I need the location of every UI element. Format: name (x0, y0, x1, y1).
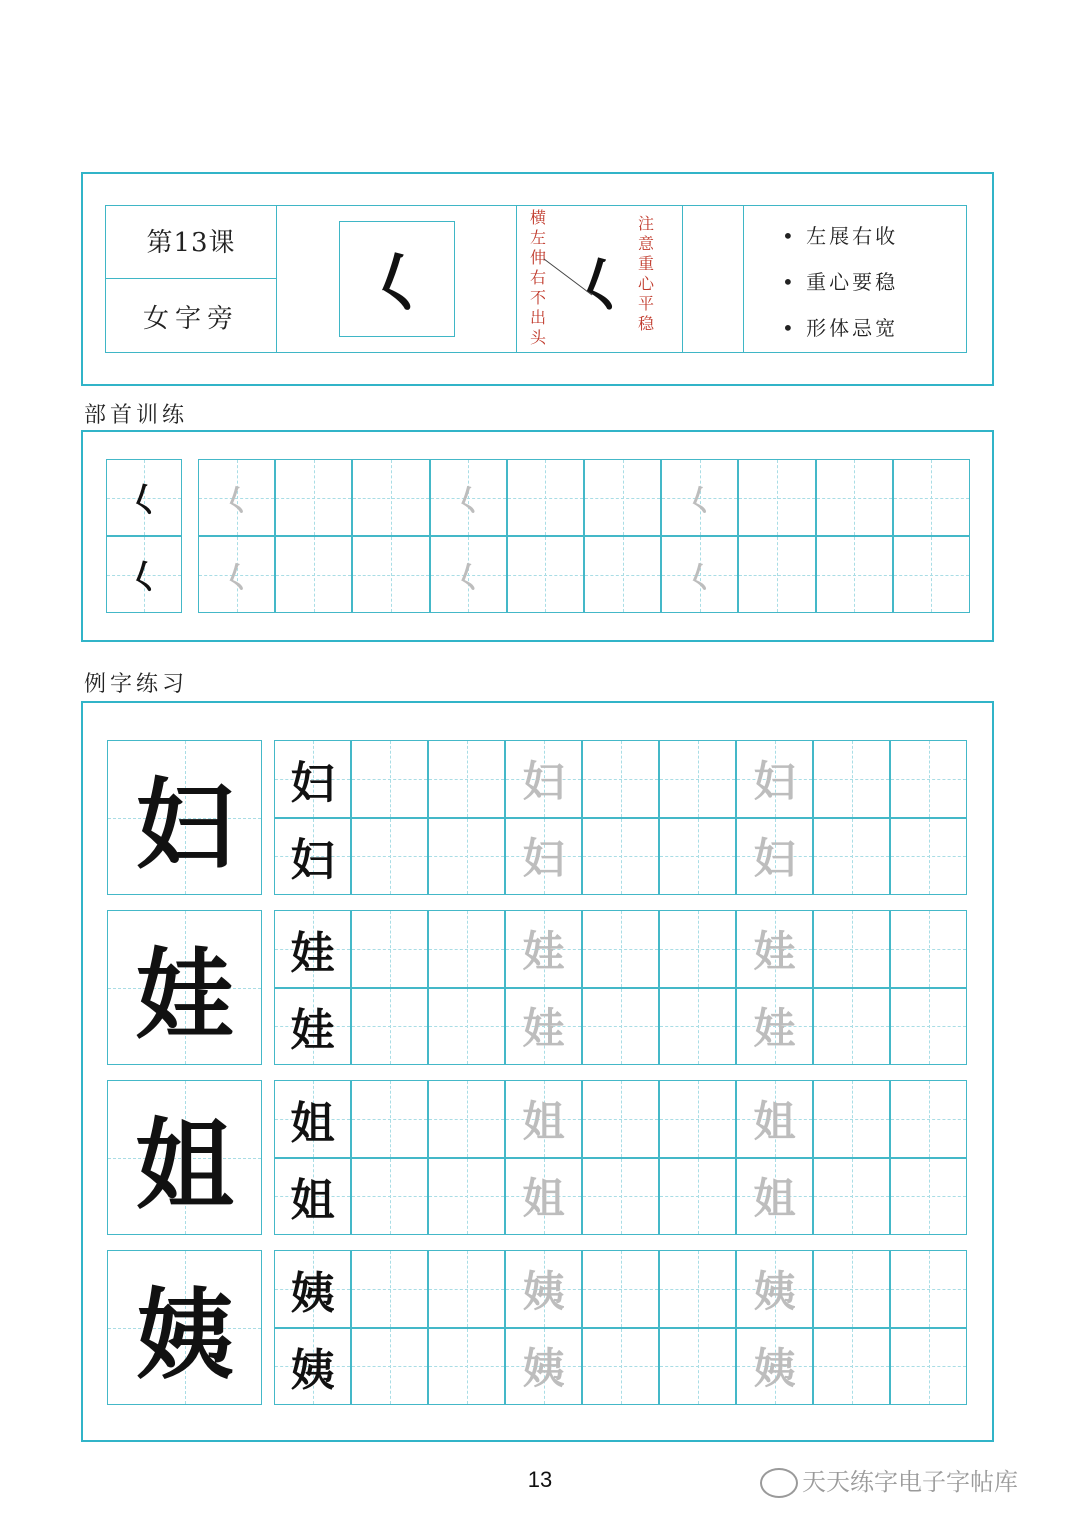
practice-glyph: 姐 (290, 1175, 335, 1227)
radical-practice-cell (352, 536, 429, 613)
example-practice-cell (505, 1250, 582, 1328)
practice-glyph: 姨 (753, 1344, 796, 1394)
example-practice-cell (505, 988, 582, 1066)
practice-glyph: 姨 (522, 1266, 565, 1316)
example-practice-cell (582, 1080, 659, 1158)
radical-sample-cell (106, 459, 182, 536)
practice-glyph: 妇 (522, 834, 565, 884)
example-practice-cell (428, 1158, 505, 1236)
practice-glyph: 𡿨 (221, 560, 252, 596)
wechat-icon (760, 1468, 798, 1498)
example-practice-cell (890, 1158, 967, 1236)
practice-glyph: 妇 (522, 756, 565, 806)
example-practice-cell (736, 740, 813, 818)
practice-glyph: 娃 (522, 926, 565, 976)
example-practice-cell (351, 988, 428, 1066)
example-large-cell (107, 910, 262, 1065)
example-practice-cell (582, 740, 659, 818)
example-practice-cell (428, 740, 505, 818)
practice-glyph: 姨 (290, 1267, 335, 1319)
example-practice-cell (351, 818, 428, 896)
practice-glyph: 𡿨 (684, 483, 715, 519)
example-practice-cell (813, 988, 890, 1066)
practice-glyph: 妇 (135, 769, 234, 883)
radical-practice-cell (893, 536, 970, 613)
example-practice-cell (505, 740, 582, 818)
practice-glyph: 𡿨 (453, 560, 484, 596)
example-practice-cell (274, 1080, 351, 1158)
example-practice-cell (890, 910, 967, 988)
example-large-cell (107, 1250, 262, 1405)
example-large-cell (107, 1080, 262, 1235)
annotation-pointer (540, 255, 600, 305)
practice-glyph: 娃 (753, 1004, 796, 1054)
note-left: 横左伸右不出头 (529, 208, 546, 347)
note-right: 注意重心平稳 (637, 214, 654, 333)
radical-sample-glyph: 𡿨 (365, 248, 429, 322)
example-large-cell (107, 740, 262, 895)
example-practice-cell (351, 1328, 428, 1406)
example-practice-cell (428, 1250, 505, 1328)
example-practice-cell (659, 1080, 736, 1158)
practice-glyph: 娃 (290, 1005, 335, 1057)
practice-glyph: 姨 (135, 1279, 234, 1393)
example-practice-cell (274, 1328, 351, 1406)
practice-glyph: 姐 (522, 1174, 565, 1224)
radical-practice-cell (507, 459, 584, 536)
radical-name: 女字旁 (142, 304, 239, 334)
example-practice-cell (736, 1158, 813, 1236)
practice-glyph: 𡿨 (221, 483, 252, 519)
example-practice-cell (736, 910, 813, 988)
example-practice-cell (274, 988, 351, 1066)
example-practice-cell (274, 910, 351, 988)
example-practice-cell (274, 740, 351, 818)
radical-practice-cell (430, 536, 507, 613)
radical-practice-cell (584, 459, 661, 536)
example-practice-cell (736, 988, 813, 1066)
practice-glyph: 姐 (135, 1109, 234, 1223)
example-practice-cell (428, 988, 505, 1066)
example-practice-cell (813, 910, 890, 988)
radical-practice-cell (275, 459, 352, 536)
example-practice-cell (428, 1080, 505, 1158)
practice-glyph: 𡿨 (684, 560, 715, 596)
practice-glyph: 妇 (290, 757, 335, 809)
annotated-radical-glyph: 𡿨 (570, 252, 629, 320)
radical-practice-cell (275, 536, 352, 613)
example-practice-cell (351, 1080, 428, 1158)
example-practice-cell (582, 1158, 659, 1236)
example-practice-cell (890, 740, 967, 818)
example-practice-cell (428, 818, 505, 896)
example-practice-cell (890, 1080, 967, 1158)
example-practice-cell (351, 740, 428, 818)
section-example-practice-title: 例字练习 (84, 672, 189, 697)
radical-practice-cell (661, 536, 738, 613)
example-practice-cell (813, 1328, 890, 1406)
example-practice-cell (813, 1158, 890, 1236)
example-practice-cell (659, 1328, 736, 1406)
radical-practice-cell (507, 536, 584, 613)
lesson-title: 第13课 (146, 228, 236, 258)
example-practice-cell (890, 1328, 967, 1406)
radical-practice-cell (430, 459, 507, 536)
example-practice-cell (428, 1328, 505, 1406)
example-practice-cell (582, 988, 659, 1066)
example-practice-cell (659, 988, 736, 1066)
example-practice-cell (813, 740, 890, 818)
example-practice-cell (813, 1080, 890, 1158)
practice-glyph: 娃 (290, 927, 335, 979)
tip-1: • 左展右收 (782, 224, 899, 248)
example-practice-cell (505, 1158, 582, 1236)
example-practice-cell (351, 910, 428, 988)
watermark: 天天练字电子字帖库 (760, 1462, 1018, 1498)
example-practice-cell (659, 1250, 736, 1328)
example-practice-cell (505, 1328, 582, 1406)
example-practice-cell (736, 1080, 813, 1158)
radical-practice-cell (584, 536, 661, 613)
radical-practice-cell (198, 536, 275, 613)
example-practice-cell (582, 1328, 659, 1406)
example-practice-cell (659, 1158, 736, 1236)
tip-3: • 形体忌宽 (782, 316, 899, 340)
radical-practice-cell (816, 536, 893, 613)
radical-practice-cell (893, 459, 970, 536)
example-practice-cell (351, 1158, 428, 1236)
example-practice-cell (582, 818, 659, 896)
example-practice-cell (659, 740, 736, 818)
example-practice-cell (505, 1080, 582, 1158)
practice-glyph: 妇 (753, 834, 796, 884)
example-practice-cell (582, 910, 659, 988)
practice-glyph: 姨 (290, 1345, 335, 1397)
example-practice-cell (813, 1250, 890, 1328)
practice-glyph: 娃 (753, 926, 796, 976)
example-practice-cell (736, 1328, 813, 1406)
example-practice-cell (890, 988, 967, 1066)
radical-practice-cell (738, 536, 815, 613)
practice-glyph: 娃 (135, 939, 234, 1053)
example-practice-cell (890, 818, 967, 896)
example-practice-cell (274, 818, 351, 896)
practice-glyph: 姨 (522, 1344, 565, 1394)
practice-glyph: 娃 (522, 1004, 565, 1054)
practice-glyph: 𡿨 (127, 558, 161, 598)
example-practice-cell (659, 910, 736, 988)
example-practice-cell (505, 818, 582, 896)
radical-practice-cell (738, 459, 815, 536)
practice-glyph: 𡿨 (453, 483, 484, 519)
example-practice-cell (274, 1158, 351, 1236)
practice-glyph: 姨 (753, 1266, 796, 1316)
example-practice-cell (505, 910, 582, 988)
example-practice-cell (813, 818, 890, 896)
example-practice-cell (428, 910, 505, 988)
example-practice-cell (351, 1250, 428, 1328)
example-practice-cell (890, 1250, 967, 1328)
practice-glyph: 妇 (290, 835, 335, 887)
practice-glyph: 姐 (290, 1097, 335, 1149)
practice-glyph: 姐 (753, 1096, 796, 1146)
practice-glyph: 妇 (753, 756, 796, 806)
practice-glyph: 姐 (753, 1174, 796, 1224)
radical-practice-cell (816, 459, 893, 536)
example-practice-cell (659, 818, 736, 896)
example-practice-cell (582, 1250, 659, 1328)
example-practice-cell (736, 1250, 813, 1328)
radical-sample-cell (106, 536, 182, 613)
section-radical-practice-title: 部首训练 (84, 403, 189, 428)
tip-2: • 重心要稳 (782, 270, 899, 294)
practice-glyph: 姐 (522, 1096, 565, 1146)
example-practice-cell (736, 818, 813, 896)
page-number: 13 (527, 1467, 553, 1492)
example-practice-cell (274, 1250, 351, 1328)
radical-practice-cell (352, 459, 429, 536)
radical-practice-cell (661, 459, 738, 536)
practice-glyph: 𡿨 (127, 481, 161, 521)
radical-practice-cell (198, 459, 275, 536)
